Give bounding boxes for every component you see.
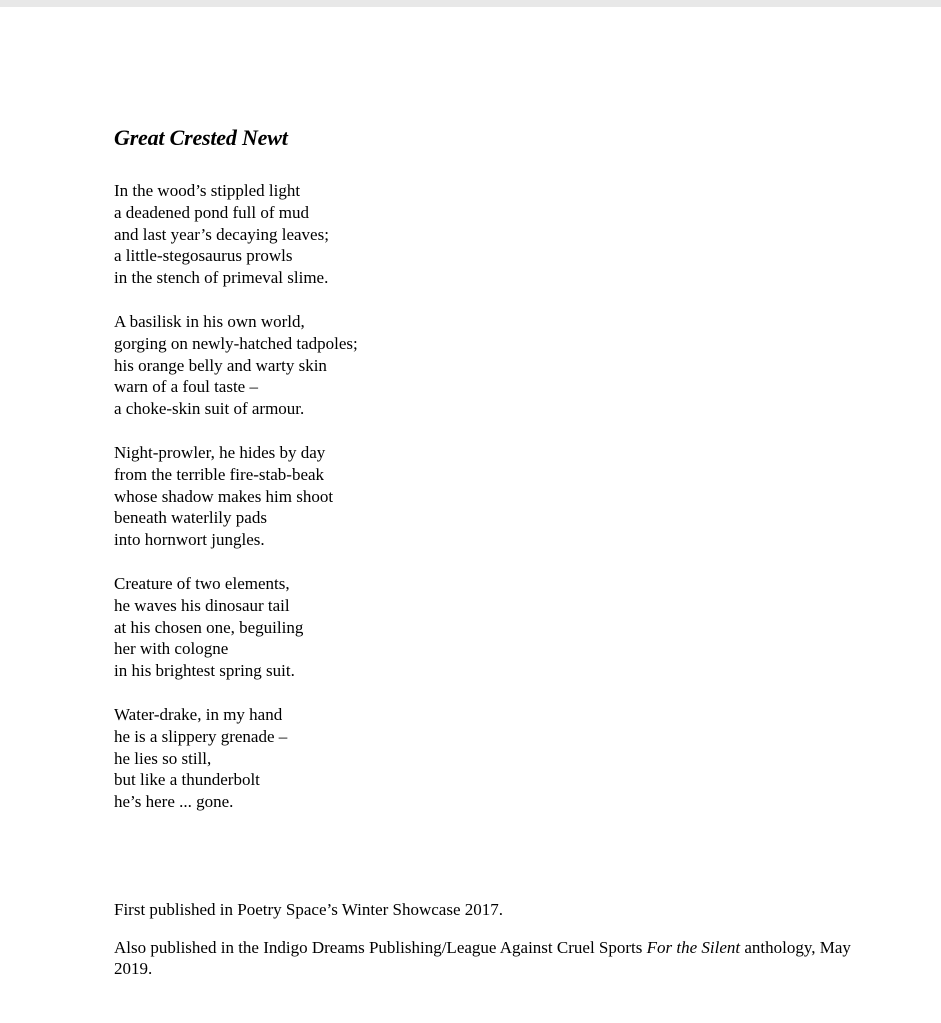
poem-line: her with cologne xyxy=(114,639,229,659)
poem-line: and last year’s decaying leaves; xyxy=(114,224,329,244)
poem-line: in the stench of primeval slime. xyxy=(114,268,329,288)
stanza-4 xyxy=(114,573,894,682)
poem-line: beneath waterlily pads xyxy=(114,508,267,528)
viewer-top-bar xyxy=(0,0,941,7)
poem-line: from the terrible fire-stab-beak xyxy=(114,464,325,484)
poem-line: Creature of two elements, xyxy=(114,573,290,593)
poem-line: into hornwort jungles. xyxy=(114,530,265,550)
also-published-prefix: Also published in the Indigo Dreams Publishing/League Against Cruel Sports xyxy=(114,937,647,957)
poem-line: a little-stegosaurus prowls xyxy=(114,246,293,266)
poem-line: he is a slippery grenade – xyxy=(114,726,288,746)
stanza-2 xyxy=(114,311,894,420)
poem-line: whose shadow makes him shoot xyxy=(114,486,334,506)
poem-line: In the wood’s stippled light xyxy=(114,181,301,200)
poem-line: warn of a foul taste – xyxy=(114,377,258,397)
publication-notes xyxy=(114,899,874,996)
poem-line: he lies so still, xyxy=(114,748,212,768)
poem-title: Great Crested Newt xyxy=(114,125,288,150)
also-published-suffix: anthology, May 2019. xyxy=(114,937,851,978)
poem-line: at his chosen one, beguiling xyxy=(114,617,304,637)
poem-line: Water-drake, in my hand xyxy=(114,704,283,724)
poem-line: a deadened pond full of mud xyxy=(114,202,309,222)
poem-line: a choke-skin suit of armour. xyxy=(114,399,305,419)
poem-line: but like a thunderbolt xyxy=(114,770,260,790)
stanza-3 xyxy=(114,442,894,551)
poem-line: Night-prowler, he hides by day xyxy=(114,442,326,462)
poem xyxy=(114,124,894,835)
document-page[interactable] xyxy=(0,7,941,1023)
poem-line: gorging on newly-hatched tadpoles; xyxy=(114,333,358,353)
anthology-title: For the Silent xyxy=(646,937,741,957)
poem-line: he waves his dinosaur tail xyxy=(114,595,290,615)
stanza-5 xyxy=(114,704,894,813)
also-published-note xyxy=(114,937,874,980)
poem-line: he’s here ... gone. xyxy=(114,792,234,812)
poem-line: in his brightest spring suit. xyxy=(114,661,295,681)
stanza-1 xyxy=(114,180,894,289)
first-published-note: First published in Poetry Space’s Winter Showcase 2017. xyxy=(114,900,504,919)
poem-line: A basilisk in his own world, xyxy=(114,311,305,331)
poem-line: his orange belly and warty skin xyxy=(114,355,327,375)
